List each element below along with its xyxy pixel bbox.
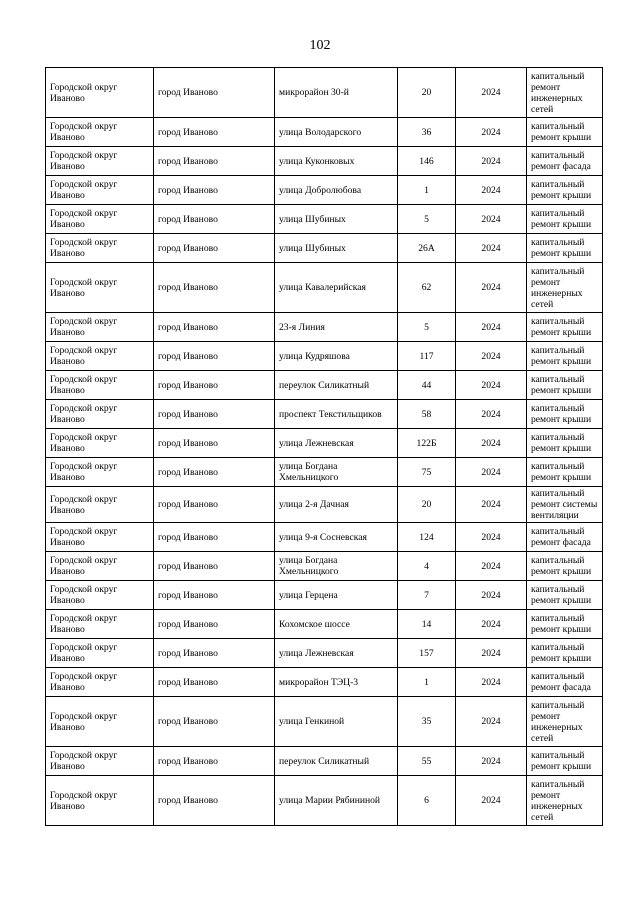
house-number-cell: 124 [398, 523, 456, 552]
settlement-cell: город Иваново [154, 342, 275, 371]
year-cell: 2024 [456, 342, 527, 371]
year-cell: 2024 [456, 263, 527, 313]
street-cell: проспект Текстильщиков [275, 400, 398, 429]
street-cell: Кохомское шоссе [275, 610, 398, 639]
year-cell: 2024 [456, 371, 527, 400]
municipality-cell: Городской округ Иваново [46, 313, 154, 342]
street-cell: улица Лежневская [275, 639, 398, 668]
settlement-cell: город Иваново [154, 581, 275, 610]
house-number-cell: 4 [398, 552, 456, 581]
house-number-cell: 75 [398, 458, 456, 487]
settlement-cell: город Иваново [154, 147, 275, 176]
municipality-cell: Городской округ Иваново [46, 458, 154, 487]
street-cell: улица Володарского [275, 118, 398, 147]
year-cell: 2024 [456, 639, 527, 668]
settlement-cell: город Иваново [154, 458, 275, 487]
table-row [46, 668, 603, 697]
table-row [46, 776, 603, 826]
table-row [46, 147, 603, 176]
work-type-cell: капитальный ремонт фасада [527, 668, 603, 697]
year-cell: 2024 [456, 610, 527, 639]
work-type-cell: капитальный ремонт крыши [527, 639, 603, 668]
table-row [46, 523, 603, 552]
house-number-cell: 1 [398, 176, 456, 205]
table-row [46, 487, 603, 523]
table-row [46, 581, 603, 610]
table-row [46, 400, 603, 429]
work-type-cell: капитальный ремонт фасада [527, 147, 603, 176]
house-number-cell: 122Б [398, 429, 456, 458]
settlement-cell: город Иваново [154, 747, 275, 776]
work-type-cell: капитальный ремонт системы вентиляции [527, 487, 603, 523]
work-type-cell: капитальный ремонт крыши [527, 747, 603, 776]
street-cell: улица Добролюбова [275, 176, 398, 205]
year-cell: 2024 [456, 147, 527, 176]
house-number-cell: 1 [398, 668, 456, 697]
year-cell: 2024 [456, 400, 527, 429]
street-cell: улица Шубиных [275, 205, 398, 234]
house-number-cell: 55 [398, 747, 456, 776]
street-cell: улица Богдана Хмельницкого [275, 458, 398, 487]
settlement-cell: город Иваново [154, 552, 275, 581]
table-row [46, 552, 603, 581]
settlement-cell: город Иваново [154, 776, 275, 826]
year-cell: 2024 [456, 776, 527, 826]
municipality-cell: Городской округ Иваново [46, 581, 154, 610]
table-row [46, 342, 603, 371]
municipality-cell: Городской округ Иваново [46, 263, 154, 313]
municipality-cell: Городской округ Иваново [46, 68, 154, 118]
work-type-cell: капитальный ремонт инженерных сетей [527, 68, 603, 118]
table-row [46, 263, 603, 313]
house-number-cell: 5 [398, 205, 456, 234]
municipality-cell: Городской округ Иваново [46, 342, 154, 371]
work-type-cell: капитальный ремонт инженерных сетей [527, 697, 603, 747]
year-cell: 2024 [456, 313, 527, 342]
street-cell: улица Кавалерийская [275, 263, 398, 313]
street-cell: улица Герцена [275, 581, 398, 610]
street-cell: переулок Силикатный [275, 747, 398, 776]
street-cell: улица 2-я Дачная [275, 487, 398, 523]
house-number-cell: 58 [398, 400, 456, 429]
table-row [46, 697, 603, 747]
settlement-cell: город Иваново [154, 697, 275, 747]
table-row [46, 458, 603, 487]
house-number-cell: 146 [398, 147, 456, 176]
work-type-cell: капитальный ремонт крыши [527, 313, 603, 342]
house-number-cell: 20 [398, 68, 456, 118]
street-cell: микрорайон 30-й [275, 68, 398, 118]
work-type-cell: капитальный ремонт инженерных сетей [527, 776, 603, 826]
work-type-cell: капитальный ремонт крыши [527, 342, 603, 371]
house-number-cell: 117 [398, 342, 456, 371]
settlement-cell: город Иваново [154, 487, 275, 523]
settlement-cell: город Иваново [154, 68, 275, 118]
municipality-cell: Городской округ Иваново [46, 552, 154, 581]
municipality-cell: Городской округ Иваново [46, 429, 154, 458]
table-row [46, 610, 603, 639]
street-cell: 23-я Линия [275, 313, 398, 342]
municipality-cell: Городской округ Иваново [46, 487, 154, 523]
house-number-cell: 157 [398, 639, 456, 668]
street-cell: улица Кудряшова [275, 342, 398, 371]
year-cell: 2024 [456, 523, 527, 552]
settlement-cell: город Иваново [154, 176, 275, 205]
street-cell: улица Куконковых [275, 147, 398, 176]
settlement-cell: город Иваново [154, 429, 275, 458]
house-number-cell: 36 [398, 118, 456, 147]
work-type-cell: капитальный ремонт инженерных сетей [527, 263, 603, 313]
settlement-cell: город Иваново [154, 639, 275, 668]
street-cell: микрорайон ТЭЦ-3 [275, 668, 398, 697]
year-cell: 2024 [456, 205, 527, 234]
municipality-cell: Городской округ Иваново [46, 639, 154, 668]
house-number-cell: 20 [398, 487, 456, 523]
work-type-cell: капитальный ремонт фасада [527, 523, 603, 552]
table-row [46, 371, 603, 400]
street-cell: улица Генкиной [275, 697, 398, 747]
municipality-cell: Городской округ Иваново [46, 205, 154, 234]
municipality-cell: Городской округ Иваново [46, 400, 154, 429]
municipality-cell: Городской округ Иваново [46, 776, 154, 826]
municipality-cell: Городской округ Иваново [46, 176, 154, 205]
table-row [46, 176, 603, 205]
house-number-cell: 44 [398, 371, 456, 400]
year-cell: 2024 [456, 176, 527, 205]
work-type-cell: капитальный ремонт крыши [527, 205, 603, 234]
street-cell: улица Богдана Хмельницкого [275, 552, 398, 581]
municipality-cell: Городской округ Иваново [46, 371, 154, 400]
house-number-cell: 5 [398, 313, 456, 342]
work-type-cell: капитальный ремонт крыши [527, 176, 603, 205]
municipality-cell: Городской округ Иваново [46, 668, 154, 697]
street-cell: переулок Силикатный [275, 371, 398, 400]
settlement-cell: город Иваново [154, 205, 275, 234]
settlement-cell: город Иваново [154, 668, 275, 697]
municipality-cell: Городской округ Иваново [46, 747, 154, 776]
street-cell: улица Шубиных [275, 234, 398, 263]
house-number-cell: 7 [398, 581, 456, 610]
settlement-cell: город Иваново [154, 118, 275, 147]
house-number-cell: 26А [398, 234, 456, 263]
year-cell: 2024 [456, 429, 527, 458]
work-type-cell: капитальный ремонт крыши [527, 429, 603, 458]
settlement-cell: город Иваново [154, 234, 275, 263]
year-cell: 2024 [456, 118, 527, 147]
settlement-cell: город Иваново [154, 610, 275, 639]
work-type-cell: капитальный ремонт крыши [527, 118, 603, 147]
year-cell: 2024 [456, 552, 527, 581]
house-number-cell: 6 [398, 776, 456, 826]
table-row [46, 234, 603, 263]
year-cell: 2024 [456, 234, 527, 263]
street-cell: улица 9-я Сосневская [275, 523, 398, 552]
table-row [46, 747, 603, 776]
settlement-cell: город Иваново [154, 523, 275, 552]
street-cell: улица Лежневская [275, 429, 398, 458]
table-row [46, 429, 603, 458]
table-row [46, 313, 603, 342]
work-type-cell: капитальный ремонт крыши [527, 234, 603, 263]
year-cell: 2024 [456, 581, 527, 610]
municipality-cell: Городской округ Иваново [46, 118, 154, 147]
year-cell: 2024 [456, 68, 527, 118]
work-type-cell: капитальный ремонт крыши [527, 552, 603, 581]
house-number-cell: 35 [398, 697, 456, 747]
house-number-cell: 62 [398, 263, 456, 313]
year-cell: 2024 [456, 668, 527, 697]
year-cell: 2024 [456, 747, 527, 776]
settlement-cell: город Иваново [154, 371, 275, 400]
table-row [46, 205, 603, 234]
municipality-cell: Городской округ Иваново [46, 234, 154, 263]
year-cell: 2024 [456, 487, 527, 523]
work-type-cell: капитальный ремонт крыши [527, 581, 603, 610]
table-body [46, 68, 603, 826]
page-number: 102 [309, 38, 331, 53]
municipality-cell: Городской округ Иваново [46, 523, 154, 552]
settlement-cell: город Иваново [154, 400, 275, 429]
work-type-cell: капитальный ремонт крыши [527, 458, 603, 487]
municipality-cell: Городской округ Иваново [46, 610, 154, 639]
table-row [46, 118, 603, 147]
settlement-cell: город Иваново [154, 263, 275, 313]
year-cell: 2024 [456, 458, 527, 487]
settlement-cell: город Иваново [154, 313, 275, 342]
municipality-cell: Городской округ Иваново [46, 147, 154, 176]
table-row [46, 639, 603, 668]
house-number-cell: 14 [398, 610, 456, 639]
table-row [46, 68, 603, 118]
work-type-cell: капитальный ремонт крыши [527, 371, 603, 400]
year-cell: 2024 [456, 697, 527, 747]
street-cell: улица Марии Рябининой [275, 776, 398, 826]
work-type-cell: капитальный ремонт крыши [527, 400, 603, 429]
repair-schedule-table [45, 67, 603, 826]
municipality-cell: Городской округ Иваново [46, 697, 154, 747]
work-type-cell: капитальный ремонт крыши [527, 610, 603, 639]
